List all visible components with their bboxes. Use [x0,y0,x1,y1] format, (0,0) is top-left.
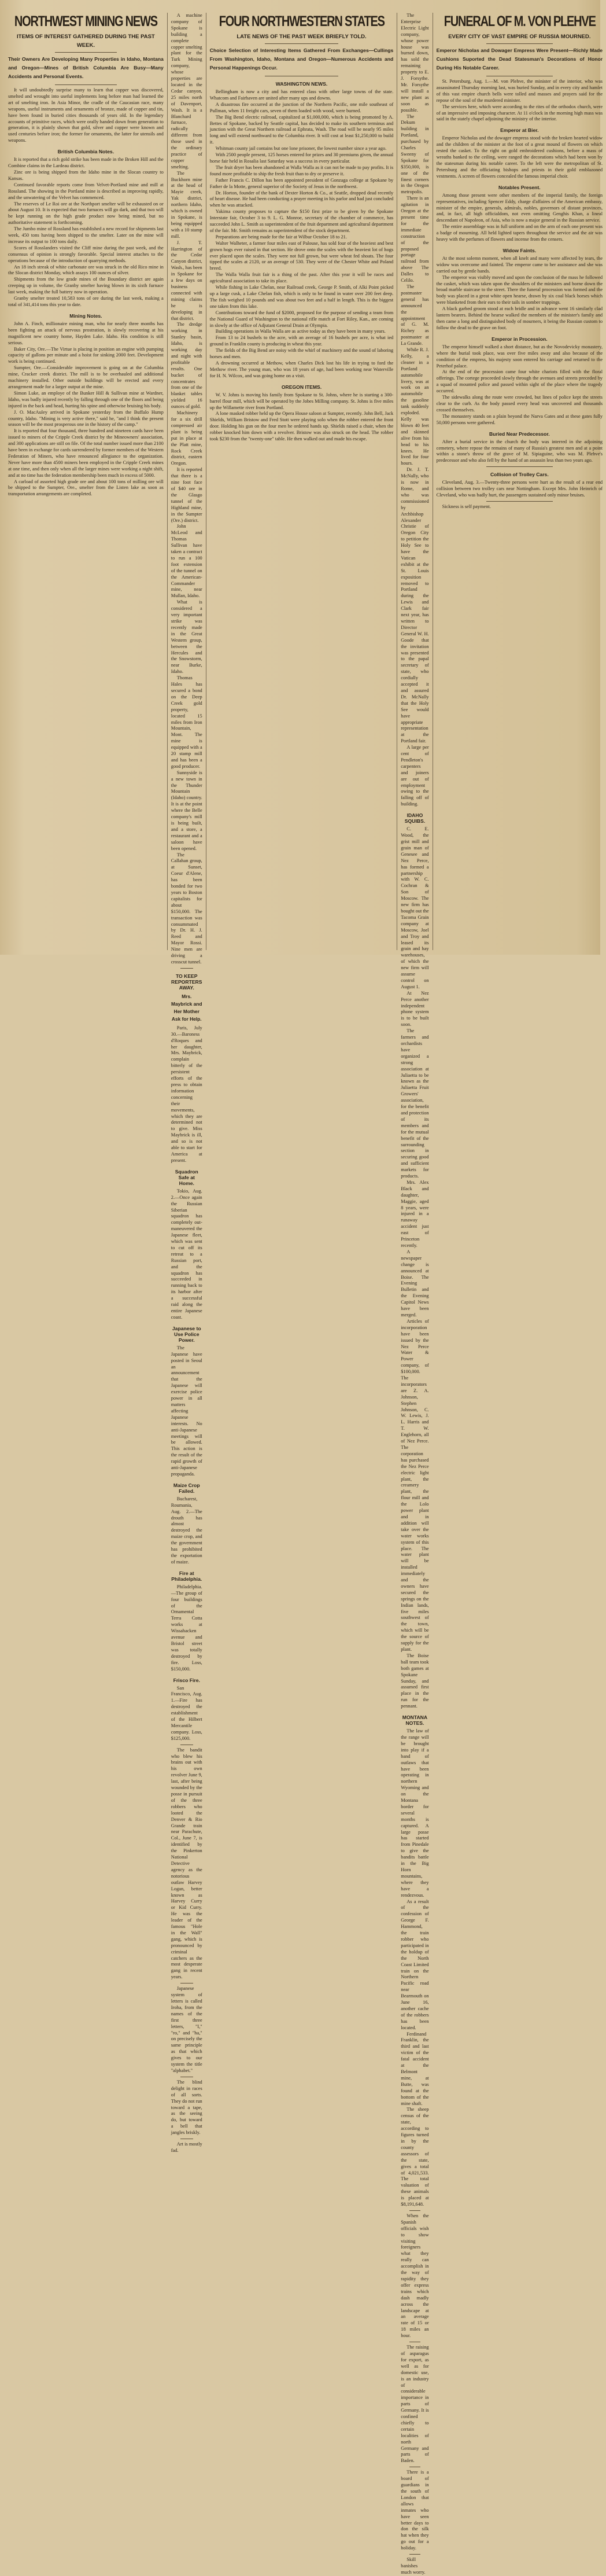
paragraph: A black garbed groom stood at each bridle and in advance went 16 similarly clad lantern bearers. Behind the hearse walked the members of the minister's family and then came a long and distinguished body of mourners, it being the Russian custom to follow the dead to the grave on foot. [436,306,603,330]
paragraph: The sheep census of the state, according to figures turned in by the county assessors of the state, gives a total of 4,021,533. The total valuation of these animals is placed at $8,191,648. [401,2107,429,2207]
paragraph: The Boise ball team took both games at Spokane Sunday, and assumed first place in the run for the pennant. [401,1653,429,1709]
subhead: Emperor at Bier. [500,127,539,134]
paragraph: Paris, July 30.—Baroness d'Roques and her daughter, Mrs. Maybrick, complain bitterly of the persistent efforts of the press to obtain information concerning their movements, which they are determined not to give. Miss Maybrick is ill, and so is not able to start for America at present. [171,1025,202,1163]
paragraph: Sickness is self payment. [442,503,491,509]
paragraph: The Walla Walla fruit fair is a thing of the past. After this year it will be races and agricultural association to take its place. [209,272,394,284]
summary-von-plehve-funeral: Emperor Nicholas and Dowager Empress Were Present—Richly Made Cushions Suported the Dead Statesman's Decorations of Honor During His Notable Career. [436,47,603,71]
paragraph: The law of the range will be brought into play if a band of outlaws that have been operating in northern Wyoming and on the Montana border for several months is captured. A large posse has started from Pinedale to give the bandits battle in the Big Horn mountains, where they have a rendezvous. [401,1728,429,1898]
paragraph: The emperor was visibly moved and upon the conclusion of the mass he followed the casket, which was taken upon the shoulders of the ministers and borne down the broad marble staircase to the street. There the funeral procession was formed and the body was placed in a great white open hearse, drawn by six coal black horses which were blanketed from their ears to their tails in somber trappings. [436,274,603,306]
paragraph: W. V. Johns is moving his family from Spokane to St. Johns, where he is starting a 300-barrel flour mill, which will be operated by the Jobes Milling company. St. Johns is five miles up the Willamette river from Portland. [209,392,394,410]
paragraph: The monastery stands on a plain beyond the Narva Gates and at these gates fully 50,000 persons were gathered. [436,413,603,425]
paragraph: The raising of asparagus for export, as well as for domestic use, is an industry of considerable importance in parts of Germany. It is confined chiefly to certain localities of north Germany and parts of Baden. [401,2345,429,2464]
subhead: Collision of Trolley Cars. [490,472,549,478]
paragraph: The Enterprise Electric Light company, whose power house was burned down, has sold the remaining property to E. J. Forsythe. Mr. Forsythe will install a new plant as soon as possible. [401,13,429,113]
paragraph: Thomas Hales has secured a bond on the Deep Creek gold property, located 15 miles from Iron Mountain, Mont. The mine is equipped with a 20 stamp mill and has been a good producer. [171,675,202,769]
deck-von-plehve-funeral: EVERY CITY OF VAST EMPIRE OF RUSSIA MOURNED. [448,34,591,40]
paragraph: The reserves of Le Roi ore at the Northport smelter will be exhausted on or about August 10. It is expected that two furnaces will go dark, and that two will be kept running on the high grade product now being mined, but no authoritative statement is forthcoming. [8,201,164,226]
column-northwestern-states [206,13,398,950]
paragraph: Among those present were other members of the imperial family, the foreign representatives, including Spencer Eddy, charge d'affaires of the American embassy, minister of the empire, generals, admirals, nobles, governors of distant provinces, and, in fact, all high officialdom, not even omitting Genghis Khan, a lineal descendant of Napoleon, of Asia, who is now a major general in the Russian service. [436,192,603,223]
paragraph: As a result of the confession of George F. Hammond, the train robber who participated in the holdup of the North Coast Limited train on the Northern Pacific road near Bearmouth on June 16, another cache of the robbers has been located. [401,1898,429,2030]
paragraph: Dr. Horton, founder of the bank of Dexter Horton & Co., at Seattle, dropped dead recently of heart disease. He had been conducting a prayer meeting in his parlor and had just concluded when he was attacked. [209,190,394,208]
deck-reporters: Mrs. Maybrick and Her Mother Ask for Help. [171,993,202,1022]
subhead: Mining Notes. [69,312,102,319]
paragraph: It is reported that there is a nine foot face of $40 ore in the Glasgo tunnel of the Highland mine, in the Sumpter (Ore.) district. [171,467,202,523]
paragraph: San Francisco, Aug. 1.—Fire has destroyed the establishment of the Hilbert Mercantile company. Loss, $125,000. [171,1685,202,1741]
paragraph: J. T. Harrington of the Cedar Canyon district, Wash., has been in Spokane for a few days on business connected with mining claims he is developing in that district. [171,240,202,321]
paragraph: Continued favorable reports come from Velvet-Portland mine and mill at Rossland. The showing in the Portland mine is described as improving rapidly, and the unwatering of the Velvet has commenced. [8,182,164,200]
paragraph: Granby smelter treated 10,583 tons of ore during the last week, making a total of 341,414 tons this year to date. [8,296,164,307]
paragraph: A large per cent of Pendleton's carpenters and joiners are out of employment owing to the falling off of building. [401,745,429,807]
paragraph: The fruit dryer has been abandoned at Walla Walla as it can not be made to pay profits. It is found more profitable to ship the fresh fruit than to dry or preserve it. [209,164,394,176]
paragraph: Cleveland, Aug. 3.—Twenty-three persons were hurt as the result of a rear end collision between two trolley cars near Nottingham. Except Mrs. John Heinrich of Cleveland, who was badly hurt, the passengers sustained only minor bruises. [436,480,603,498]
paragraph: With 2500 people present, 125 horses entered for prizes and 30 premiums given, the annual horse fair held in Rosalia last Saturday was a success in every particular. [209,152,394,164]
paragraph: Emperor Nicholas and the dowager empress stood with the broken hearted widow and the children of the minister at the foot of a great mound of flowers on which rested the casket. To the right on gold embroidered cushions, before a mass of wreaths banked to the ceiling, were ranged the decorations which had been won by the statesman during his notable career. To the left were the metropolitan of St. Petersburg and the officiating bishops and priests in their gold emblazoned vestments. A screen of flowers concealed the famous imperial choir. [436,135,603,179]
column-misc-news [168,13,206,2153]
divider [486,501,553,502]
paragraph: Ferdinand Franklin, the third and last victim of the fatal accident at the Belmont mine, at Butte, was found at the bottom of the mine shaft. [401,2031,429,2106]
divider [55,52,117,53]
paragraph: A drowning occurred at Methow, when Charles Dick lost his life in trying to ford the Methow river. The young man, who was 18 years of age, had been working near Waterville for H. N. Wilcox, and was going home on a visit. [209,360,394,378]
paragraph: A lone masked robber held up the Opera House saloon at Sumpter, recently. John Bell, Jack Shields, William Bristow and Fred Stott were playing solo when the robber entered the front door. Holding his gun on the four men he ordered hands up. Shields raised a chair, when the robber knocked him down with a revolver. Bristow was also struck on the head. The robber took $230 from the "twenty-one" table. He then walked out and made his escape. [209,411,394,442]
paragraph: Bucharest, Roumania, Aug. 2.—The drouth has almost destroyed the maize crop, and the government has prohibited the exportation of maize. [171,1496,202,1565]
subhead: Frisco Fire. [173,1677,200,1683]
headline-von-plehve-funeral: FUNERAL OF M. VON PLEHVE [444,13,596,30]
paragraph: After a burial service in the church the body was interred in the adjoining cemetery, where repose the remains of many of Russia's greatest men and at a point within a stone's throw of the grave of M. Sipiaguine, who was M. Plehve's predecessor and who also fell by the hand of an assassin less than two years ago. [436,439,603,463]
paragraph: At the most solemn moment, when all knelt and many were affected by tears, the widow was overcome and fainted. The emperor came to her assistance and she was carried out by gentle hands. [436,255,603,274]
divider [409,2210,420,2211]
paragraph: A disastrous fire occurred at the junction of the Northern Pacific, one mile southeast of Pullman, when 11 freight cars, seven of them loaded with wood, were burned. [209,101,394,113]
paragraph: The fields of the Big Bend are noisy with the whirl of machinery and the sound of laboring horses and men. [209,348,394,360]
paragraph: Articles of incorporation have been issued by the Nez Perce Water & Power company, of $100,000. The incorporators are Z. A. Johnson, Stephen Johnson, C. W. Lewis, J. L. Harris and T. W. Englehorn, all of Nez Perce. The corporation has purchased the Nez Perce electric light plant, the creamery plant, the flour mill and the Lolo power plant and in addition will take over the water works system of this place. The water plant will be installed immediately and the owners have secured the springs on the Indian lands, five miles southwest of the town, which will be the source of supply for the plant. [401,1318,429,1652]
subhead: Fire at Philadelphia. [171,1570,202,1582]
paragraph: Zinc ore is being shipped from the Idaho mine in the Slocan country to Kansas. [8,169,164,181]
paragraph: A carload of assorted high grade ore and about 100 tons of milling ore will be shipped to the Sumpter, Ore., smelter from the Listen lake as soon as transportation arrangements are completed. [8,479,164,497]
paragraph: The entire assemblage was in full uniform and on the arm of each one present was a badge of mourning. All held lighted tapers throughout the service and the air was heavy with the perfumes of flowers and incense from the censers. [436,224,603,242]
paragraph: Baker City, Ore.—The Virtue is placing in position an engine with pumping capacity of gallons per minute and a hoist for sinking 2000 feet. Development work is being continued. [8,346,164,365]
paragraph: When the Spanish officials wish to show visiting foreigners what they really can accomplish in the way of rapidity they offer express trains which dash madly across the landscape at an average rate of 15 or 18 miles an hour. [401,2213,429,2339]
divider [265,43,338,44]
paragraph: Building operations in Walla Walla are as active today as they have been in many years. [215,329,386,334]
divider [486,43,553,44]
paragraph: The sidewalks along the route were crowded, but lines of police kept the streets clear to the curb. As the body passed every head was uncovered and thousands crossed themselves. [436,395,603,413]
paragraph: It is reported that a rich gold strike has been made in the Broken Hill and the Combine claims in the Lardeau district. [8,157,164,169]
paragraph: From 13 to 24 bushels to the acre, with an average of 16 bushels per acre, is what ied ground in Franklin county is producing in wheat this year. [209,335,394,347]
divider [55,84,117,85]
paragraph: While fishing in Lake Chelan, near Railroad creek, George P. Smith, of Alki Point picked up a large cusk, a Lake Chelan fish, which is only to be found in water over 200 feet deep. The fish weighed 10 pounds and was about two feet and a half in length. This is the biggest one taken from this lake. [209,285,394,309]
subhead: Buried Near Predecessor. [489,430,550,437]
paragraph: The bandit who blew his brains out with his own revolver June 9, last, after being wounded by the posse in pursuit of the three robbers who looted the Denver & Rio Grande train near Parachute, Col., June 7, is identified by the Pinkerton National Detective agency as the notorious outlaw Harvey Logan, better known as Harvey Curry or Kid Curry. He was the leader of the famous "Hole in the Wall" gang, which is pronounced by criminal catchers as the most desperate gang in recent years. [171,1747,202,1980]
subhead: Emperor in Procession. [492,336,548,342]
summary-mining-news: Their Owners Are Developing Many Properties in Idaho, Montana and Oregon—Mines of British Columbia Are Busy—Many Accidents and Personal Events. [8,56,164,79]
subhead: Maize Crop Failed. [173,1482,200,1494]
paragraph: At the end of the procession came four white chariots filled with the floral offerings. The cortege proceeded slowly through the avenues and streets preceded by a squad of mounted police and passed within sight of the place where the tragedy occurred. [436,369,603,394]
paragraph: Skill banishes much worry. [401,2557,426,2575]
subhead: Notables Present. [498,184,541,190]
paragraph: While R. J. Kelly, a cleaner in a Portland automobile livery, was at work on an automobile the gasoline tank suddenly exploded. Kelly was blown 40 feet and skinned alive from his head to his knees. He lived for four hours. [401,347,429,466]
subhead: MONTANA NOTES. [402,1714,428,1727]
paragraph: There is an agitation in Oregon at the present time for the immediate construction of the proposed portage railroad from above The Dalles to Celilo. [401,196,429,284]
column-mining-news [5,13,168,950]
paragraph: The emperor himself walked a short distance, but as the Novodevicky monastery, where the burial took place, was over five miles away and also because of the condition of the empress, his majesty soon entered his carriage and returned to the Peterhof palace. [436,344,603,369]
paragraph: The Dekum building in Portland, purchased by Charles Sweeny of Spokane for $350,000, is one of the finest corners in the Oregon metropolis. [401,113,429,195]
paragraph: It will undoubtedly surprise many to learn that copper was discovered, smelted and wrought into useful implements long before man had learned the art of smelting iron. In Asia Minor, the cradle of the Caucasian race, many weapons, useful instruments and ornaments of bronze, made of copper and tin, have been found in buried cities thousands of years old. In the legendary accounts of primitive races, which were orally handed down from generation to generation, it is plainly shown that gold, silver and copper were known and used centuries before iron; the former for ornaments, the latter for utensils and weapons. [8,87,164,143]
paragraph: J. O. MacAuley arrived in Spokane yesterday from the Buffalo Hump country, Idaho. "Mining is very active there," said he, "and I think the present season will be the most prosperous one in the history of the camp." [8,409,164,428]
subhead: WASHINGTON NEWS. [275,81,328,87]
paragraph: An 18 inch streak of white carbonate ore was struck in the old Rico mine in the Slocan district Monday, which assays 100 ounces of silver. [8,264,164,276]
paragraph: The postmaster general has announced the appointment of G. M. Richey as postmaster at La Grande. [401,284,429,347]
paragraph: The Callahan group, at Sunset, Coeur d'Alene, has been bonded for two years to Boston capitalists for about $150,000. The transaction was consummated by Dr. H. J. Reed and Mayor Rossi. Nine men are driving a crosscut tunnel. [171,852,202,965]
paragraph: There is a board of guardians in the south of London that allows inmates who have seen better days to don the silk hat when they go out for a holiday. [401,2470,429,2551]
headline-reporters: TO KEEP REPORTERS AWAY. [171,973,202,991]
paragraph: John A. Finch, millionaire mining man, who for nearly three months has been fighting an attack of nervous prostration, is slowly recovering at his magnificent new country home, Hayden Lake. Idaho. His condition is still serious. [8,321,164,345]
headline-northwestern-states: FOUR NORTHWESTERN STATES [219,13,385,30]
paragraph: John McLeod and Thomas Sullivan have taken a contract to run a 100 foot extension of the tunnel on the American-Commander mine, near Mullan, Idaho. [171,524,202,599]
paragraph: Contributions toward the fund of $2000, proposed for the purpose of sending a team from the National Guard of Washington to the national rifle match at Fort Riley, Kan., are coming in slowly at the office of Adjutant General Drain at Olympia. [209,310,394,328]
paragraph: Scores of Rosslanders visited the Cliff mine during the past week, and the consensus of opinion is strongly favorable. Special interest attaches to the operations because of the introduction of quarrying methods. [8,245,164,263]
subhead: OREGON ITEMS. [281,384,322,390]
paragraph: Sunnyside is a new town in the Thunder Mountain (Idaho) country. It is at the point where the Belle company's mill is being built, and a store, a restaurant and a saloon have been opened. [171,770,202,851]
column-von-plehve-funeral [433,13,606,950]
paragraph: Art is mostly fad. [171,2141,202,2153]
deck-mining-news: ITEMS OF INTEREST GATHERED DURING THE PAST WEEK. [17,34,155,49]
paragraph: At Nez Perce another independent phone system is to be built soon. [401,990,429,1028]
divider [486,466,553,467]
paragraph: Dr. J. T. McNally, who is now in Rome, and who was commissioned by Archbishop Alexander Christie of Oregon City to petition the Holy See to have the Vatican exhibit at the St. Louis exposition removed to Portland during the Lewis and Clark fair next year, has written to Director General W. H. Goode that the invitation was presented to the papal secretary of state, who cordially accepted it and assured Dr. McNally that the Holy See would have appropriate representation at the Portland fair. [401,467,429,744]
paragraph: A newspaper change is announced at Boise. The Evening Bulletin and the Evening Capitol News have been merged. [401,1249,429,1318]
paragraph: Bellingham is now a city and has entered class with other large towns of the state. Whatcom and Fairhaven are united after many ups and downs. [209,89,394,101]
headline-mining-news: NORTHWEST MINING NEWS [14,13,157,30]
paragraph: The farmers and orchardists have organized a strong association at Juliaetta to be known as the Juliaetta Fruit Growers' association, for the benefit and protection of its members and for the mutual benefit of the surrounding section in securing good and sufficient markets for products. [401,1028,429,1179]
paragraph: Walter Walheter, a farmer four miles east of Palouse, has sold four of the heaviest and best grown hogs ever raised in that section. He drove onto the scales with the heaviest lot of hogs ever placed upon the scales. They were not full grown, but were wheat fed shoats. The four tipped the scales at 2120, or an average of 530. They were of the Chester White and Poland breed. [209,240,394,271]
paragraph: The dredge working in Stanley basin, Idaho, is working day and night with profitable results. One bucket of concentrates from one of the blanket tables yielded 16 ounces of gold. [171,322,202,410]
paragraph: The Japanese have posted in Seoul an announcement that the Japanese will exercise police power in all matters affecting Japanese interests. No anti-Japanese meetings will be allowed. This action is the result of the rapid growth of anti-Japanese propaganda. [171,1345,202,1477]
paragraph: Mrs. Alex Black and daughter, Maggie, aged 8 years, were injured in a runaway accident just east of Princeton recently. [401,1179,429,1248]
paragraph: It is reported that four thousand, three hundred and nineteen cards have been issued to miners of the Cripple Creek district by the Mineowners' association, and 300 applications are still on file. Of the total number issued more than 2100 have been in exchange for cards surrendered by former members of the Western Federation of Miners, who have renounced allegiance to the organization. Never have more than 4500 miners been employed in the Cripple Creek mines at one time, and then only when all the larger mines were working a night shift, and at no time has the federation membership been much in excess of 5000. [8,428,164,478]
summary-northwestern-states: Choice Selection of Interesting Items Gathered From Exchanges—Cullings From Washington, Idaho, Montana and Oregon—Numerous Accidents and Personal Happenings Occur. [209,47,394,71]
paragraph: The services here, which were according to the rites of the orthodox church, were of an impressive and imposing character. At 11 o'clock in the morning high mass was said in the stately chapel adjoining the ministry of the interior. [436,104,603,122]
paragraph: St. Petersburg, Aug. 1.—M. von Plehve, the minister of the interior, who was assassinated Thursday morning last, was buried Sunday, and in every city and hamlet of this vast empire church bells were tolled and masses and prayers said for the repose of the soul of the murdered minister. [436,79,603,103]
paragraph: The blind delight in races of all sorts. They do not run toward a tape, as the seeing do, but toward a bell that jangles briskly. [171,2079,202,2136]
subhead: IDAHO SQUIBS. [404,812,426,825]
paragraph: Machinery for a six drill compressed air plant is being put in place at the Platt mine, Rock Creek district, eastern Oregon. [171,410,202,466]
paragraph: Shipments from the low grade mines of the Boundary district are again creeping up in volume, the Granby smelter having blown in its sixth furnace last week, making the full battery now in operation. [8,277,164,295]
paragraph: The Big Bend electric railroad, capitalized at $1,000,000, which is being promoted by A. Bettes of Spokane, backed by Seattle capital, has decided to make its southern terminus and junction with the Great Northern railroad at Ephrata, Wash. The road will be nearly 95 miles long and will extend northward to the Columbia river. It will cost at least $1,250,000 to build it. [209,114,394,145]
paragraph: Simon Luke, an employe of the Bunker Hill & Sullivan mine at Wardner, Idaho, was badly injured recently by falling through one of the floors and being injured in the back and head, hurting his spine and otherwise bruising his body. [8,390,164,409]
paragraph: Whitman county jail contains but one lone prisoner, the lowest number since a year ago. [215,146,387,152]
paragraph: The Jumbo mine of Rossland has established a new record for shipments last week, 450 tons having been shipped to the smelter. Later on the mine will increase its output to 100 tons daily. [8,226,164,244]
paragraph: Father Francis C. Dillon has been appointed president of Gonzaga college at Spokane by Father de la Motte, general superior of the Society of Jesus in the northwest. [209,177,394,189]
divider [409,2554,420,2555]
subhead: Japanese to Use Police Power. [172,1325,201,1343]
columns [5,13,603,2575]
paragraph: Japanese system of letters is called Iroha, from the names of the first three letters, "I," "ro," and "ha," on precisely the same principle as that which gives to our system the title "alphabet." [171,1986,202,2073]
paragraph: Yakima county proposes to capture the $150 first prize to be given by the Spokane Interstate fair, October 3 to 9. L. G. Monroe, secretary of the chamber of commerce, has succeeded John L. Smith as superintendent of the fruit department and agricultural department of the fair. Mr. Smith remains as superintendent of the stock department. [209,209,394,233]
paragraph: Tokio, Aug. 2.—Once again the Russian Siberian squadron has completely out-maneuvered the Japanese fleet, which was sent to cut off its retreat to a Russian port, and the squadron has succeeded in running back to its harbor after a successful raid along the entire Japanese coast. [171,1188,202,1320]
paragraph: Preparations are being made for the fair at Wilbur October 18 to 21. [215,234,347,240]
column-state-news-continued [397,13,433,2575]
paragraph: What is considered a very important strike was recently made in the Great Western group, between the Hercules and the Snowstorm, near Burke, Idaho. [171,599,202,675]
paragraph: C. E. Wood, the grist mill and grain man of Genesee and Nez Perce, has formed a partnership with W. C. Cochran & Son of Moscow. The new firm has bought out the Tacoma Grain company at Moscow, Joel and Troy and leased its grain and hay warehouses, of which the new firm will assume control on August 1. [401,826,429,989]
paragraph: Philadelphia.—The group of four buildings of the Ornamental Terra Cotta works at Wissahacken avenue and Bristol street was totally destroyed by fire. Loss, $150,000. [171,1584,202,1672]
subhead: Widow Faints. [502,247,537,253]
divider [180,968,193,969]
paragraph: A machine company of Spokane is building a complete copper smelting plant for the Turk Mining company, whose properties are located in the Cedar canyon, 25 miles north of Davenport, Wash. It is a Blanchard furnace, radically different from those used in the ordinary practice of copper smelting. [171,13,202,170]
subhead: Squadron Safe at Home. [175,1168,198,1186]
paragraph: The Buckhorn mine at the head of Mayie creek, Yak district, northern Idaho, which is owned in Spokane, is being equipped with a 10 stamp mill. [171,170,202,239]
paragraph: Sumpter, Ore.—Considerable improvement is going on at the Columbia mine, Cracker creek district. The mill is to be overhauled and additional machinery installed. Other outside buildings will be erected and every arrangement made for a larger output at the mine. [8,365,164,389]
deck-northwestern-states: LATE NEWS OF THE PAST WEEK BRIEFLY TOLD. [237,34,367,40]
subhead: British Columbia Notes. [57,149,114,155]
